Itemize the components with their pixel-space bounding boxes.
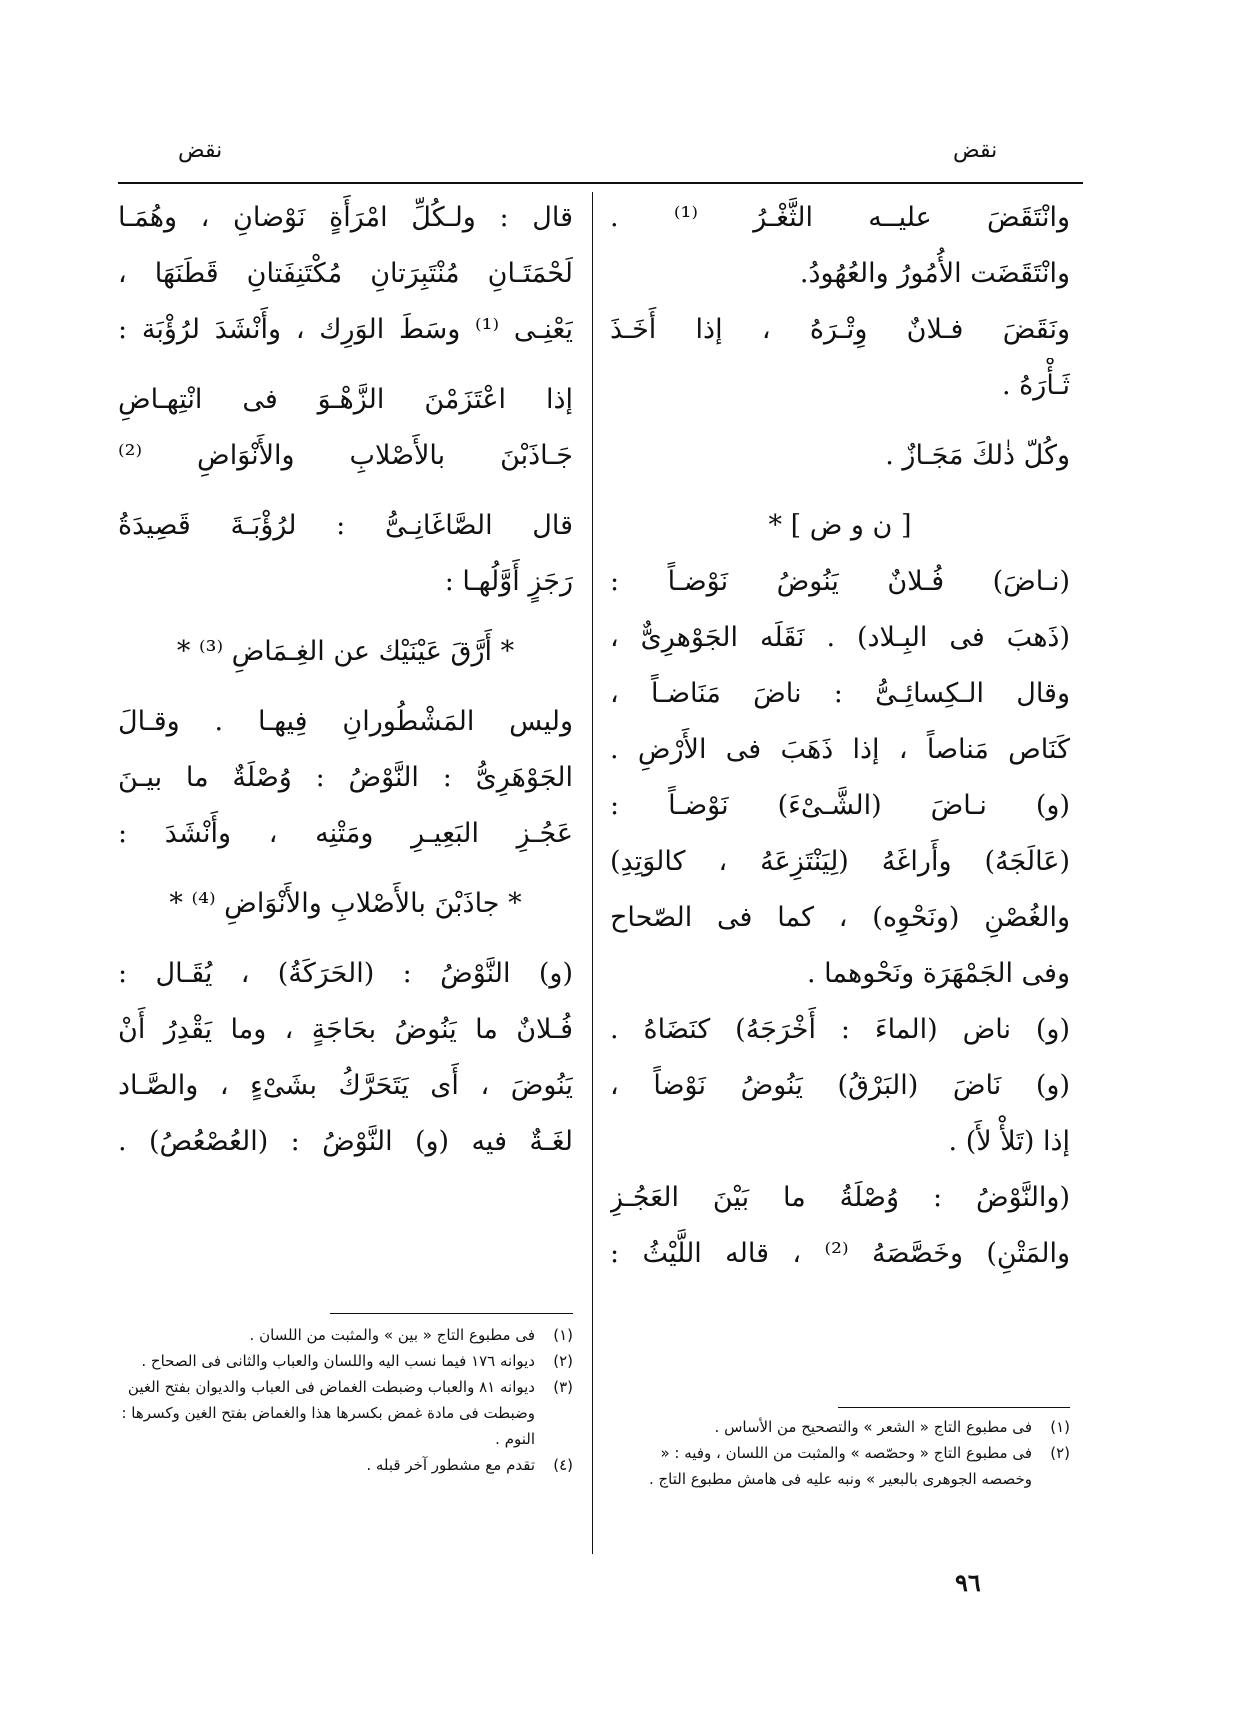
footnote [118, 1322, 573, 1348]
footnotes-right [610, 1414, 1070, 1492]
footnote-number: (٢) [1050, 1444, 1070, 1462]
text-line: (و) نـاضَ (الشَّـىْءَ) نَوْضـاً : [610, 790, 1070, 821]
footnote [118, 1452, 573, 1478]
footnote-number: (٢) [553, 1352, 573, 1370]
entry-heading: [ ن و ض ] * [768, 510, 912, 541]
text-line: (و) ناض (الماءَ : أَخْرَجَهُ) كنَضَاهُ . [610, 1014, 1070, 1045]
text-line: وفى الجَمْهَرَة ونَحْوهما . [806, 958, 1070, 989]
text-line: (نـاضَ) فُـلانٌ يَنُوضُ نَوْضـاً : [610, 566, 1070, 597]
text-line: (ذَهبَ فى البِـلاد) . نَقَلَه الجَوْهرِىٌّ ، [610, 622, 1070, 653]
footnotes-left [118, 1322, 573, 1478]
text-line: والمَتْنِ) وخَصَّصَهُ ⁽²⁾ ، قاله اللَّيْثُ : [610, 1238, 1070, 1269]
verse-line: * أَرَّقَ عَيْنَيْك عن الغِـمَاضِ ⁽³⁾ * [176, 636, 515, 667]
footnote-number: (٣) [553, 1378, 573, 1396]
text-line: لغَـةٌ فيه (و) النَّوْضُ : (العُصْعُصُ) . [118, 1126, 573, 1157]
footnote-text: ديوانه ٨١ والعباب وضبطت الغماض فى العباب والديوان بفتح الغين وضبطت فى مادة غمض بكسرها هذا والغماض بفتح الغين وكسرها : النوم . [121, 1378, 535, 1448]
footnote-number: (١) [553, 1326, 573, 1344]
page-number: ٩٦ [955, 1568, 981, 1597]
footnote [118, 1374, 573, 1452]
column-divider [592, 192, 593, 1554]
footnote-text: فى مطبوع التاج « وحصّصه » والمثبت من اللسان ، وفيه : « وخصصه الجوهرى بالبعير » ونبه عليه فى هامش مطبوع التاج . [648, 1444, 1032, 1488]
footnote-rule-right [838, 1407, 1070, 1408]
left-column [118, 190, 573, 1170]
header-right-title: نقض [953, 138, 998, 163]
text-line: قال : ولـكُلِّ امْرَأَةٍ نَوْضانِ ، وهُمَـا [118, 202, 573, 233]
verse-line: إذا اعْتَزَمْنَ الزَّهْـوَ فى انْتِهـاضِ [118, 384, 573, 415]
text-line: وقال الـكِسائِـىُّ : ناضَ مَنَاضـاً ، [610, 678, 1070, 709]
text-line: يَنُوضَ ، أَى يَتَحَرَّكُ بشَىْءٍ ، والصَّـاد [118, 1070, 573, 1101]
verse-line: جَـاذَبْنَ بالأَصْلابِ والأَنْوَاضِ ⁽²⁾ [118, 440, 573, 471]
footnote-text: فى مطبوع التاج « بين » والمثبت من اللسان . [249, 1326, 535, 1344]
text-line: وكُلّ ذٰلكَ مَجَـازٌ . [885, 440, 1070, 471]
footnote [610, 1440, 1070, 1492]
text-line: وانْتَقَضَ عليــه الثَّغْـرُ ⁽¹⁾ . [610, 202, 1070, 233]
text-line: قال الصَّاغَانِـىُّ : لرُؤْبَـةَ قَصِيدَةُ [118, 510, 573, 541]
text-line: (و) نَاضَ (البَرْقُ) يَنُوضُ نَوْضاً ، [610, 1070, 1070, 1101]
footnote-text: تقدم مع مشطور آخر قبله . [366, 1456, 535, 1474]
text-line: عَجُـزِ البَعِيـرِ ومَتْنِه ، وأَنْشَدَ : [118, 818, 573, 849]
text-line: إذا (تَلأْ لأَ) . [948, 1126, 1070, 1157]
text-line: وانْتَقَضَت الأُمُورُ والعُهُودُ. [799, 258, 1070, 289]
text-line: والغُصْنِ (ونَحْوِه) ، كما فى الصّحاح [610, 902, 1070, 933]
text-line: (و) النَّوْضُ : (الحَرَكَةُ) ، يُقَـال : [118, 958, 573, 989]
footnote-number: (٤) [553, 1456, 573, 1474]
text-line: ثَـأْرَهُ . [1001, 370, 1070, 401]
footnote-text: ديوانه ١٧٦ فيما نسب اليه واللسان والعباب والثانى فى الصحاح . [141, 1352, 535, 1370]
text-line: (عَالَجَهُ) وأَراغَهُ (لِيَنْتَزِعَهُ ، كالوَتِدِ) [610, 846, 1070, 877]
footnote [118, 1348, 573, 1374]
header-left-title: نقض [178, 138, 223, 163]
text-line: ونَقَضَ فـلانٌ وِتْـرَهُ ، إذا أَخَـذَ [610, 314, 1070, 345]
footnote-number: (١) [1050, 1418, 1070, 1436]
footnote-rule-left [330, 1313, 573, 1314]
verse-line: * جاذَبْنَ بالأَصْلابِ والأَنْوَاضِ ⁽⁴⁾ * [169, 888, 522, 919]
text-line: يَعْنِـى ⁽¹⁾ وسَطَ الوَرِك ، وأَنْشَدَ لرُؤْبَة : [118, 314, 573, 345]
footnote [610, 1414, 1070, 1440]
right-column [610, 190, 1070, 1282]
text-line: لَحْمَتَـانِ مُنْتَبِرَتانِ مُكْتَنِفَتانِ قَطَنَهَا ، [118, 258, 573, 289]
footnote-text: فى مطبوع التاج « الشعر » والتصحيح من الأساس . [714, 1418, 1032, 1436]
text-line: الجَوْهَرِىُّ : النَّوْضُ : وُصْلَةٌ ما بيـنَ [118, 762, 573, 793]
text-line: (والنَّوْضُ : وُصْلَةُ ما بَيْنَ العَجُـزِ [610, 1182, 1070, 1213]
text-line: فُـلانٌ ما يَنُوضُ بحَاجَةٍ ، وما يَقْدِرُ أَنْ [118, 1014, 573, 1045]
text-line: رَجَزٍ أَوَّلُهـا : [444, 566, 573, 597]
text-line: كَنَاص مَناصاً ، إذا ذَهَبَ فى الأَرْضِ . [610, 734, 1070, 765]
text-line: وليس المَشْطُورانِ فِيهـا . وقـالَ [118, 706, 573, 737]
header-rule [118, 182, 1083, 184]
